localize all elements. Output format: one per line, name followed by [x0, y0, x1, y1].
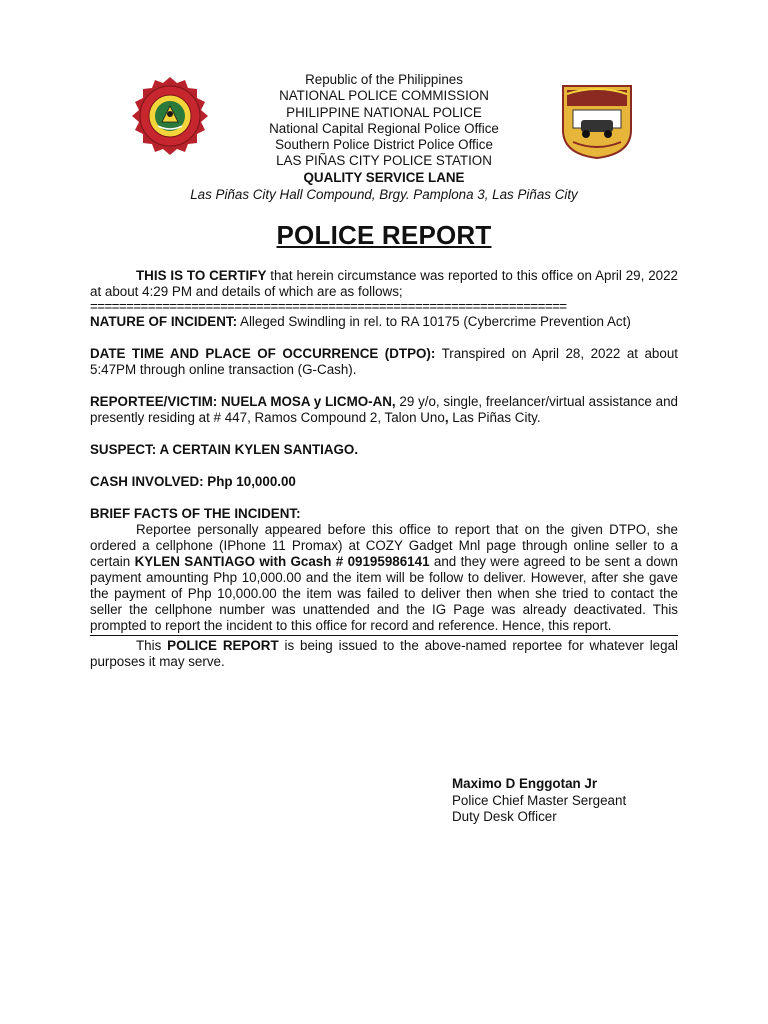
- header-napolcom: NATIONAL POLICE COMMISSION: [279, 88, 489, 104]
- reportee-label: REPORTEE/VICTIM: NUELA MOSA y LICMO-AN,: [90, 394, 396, 409]
- signature-block: [452, 776, 692, 826]
- facts-suspect-gcash: KYLEN SANTIAGO with Gcash # 09195986141: [134, 554, 430, 569]
- nature-paragraph: [90, 314, 678, 330]
- certify-text: that herein circumstance was reported to this office on April 29, 2022 at about 4:29 PM and details of which are as follows;: [90, 268, 679, 299]
- dtpo-paragraph: [90, 346, 678, 378]
- signatory-position: Duty Desk Officer: [452, 809, 557, 824]
- closing-paragraph: [90, 638, 678, 670]
- facts-paragraph: [90, 522, 678, 634]
- dtpo-value: Transpired on April 28, 2022 at about 5:47PM through online transaction (G-Cash).: [90, 346, 678, 377]
- dtpo-label: DATE TIME AND PLACE OF OCCURRENCE (DTPO):: [90, 346, 436, 361]
- signatory-rank: Police Chief Master Sergeant: [452, 792, 627, 808]
- document-title: POLICE REPORT: [276, 220, 492, 250]
- facts-label: BRIEF FACTS OF THE INCIDENT:: [90, 506, 301, 521]
- letterhead: [150, 72, 618, 203]
- facts-text-1: Reportee personally appeared before this office to report that on the given DTPO, she ordered a cellphone (IPhone 11 Promax) at COZY Gadget Mnl page through online seller to a certain: [90, 522, 678, 569]
- suspect-line: SUSPECT: A CERTAIN KYLEN SANTIAGO.: [90, 442, 359, 457]
- header-republic: Republic of the Philippines: [305, 72, 463, 87]
- reportee-paragraph: [90, 394, 678, 426]
- closing-bold: POLICE REPORT: [167, 638, 279, 653]
- facts-text-2: and they were agreed to be sent a down payment amounting Php 10,000.00 and the item will be follow to deliver. However, after she gave the payment of Php 10,000.00 the item was failed to deliver then when she tried to contact the seller the cellphone number was unattended and the IG Page was already deactivated. This prompted to report the incident to this office for record and reference. Hence, this report.: [90, 554, 678, 633]
- reportee-value: 29 y/o, single, freelancer/virtual assistance and presently residing at # 447, Ramos Compound 2, Talon Uno: [90, 394, 678, 425]
- cash-involved-line: CASH INVOLVED: Php 10,000.00: [90, 474, 296, 489]
- certify-lead: THIS IS TO CERTIFY: [136, 268, 267, 283]
- header-service-lane: QUALITY SERVICE LANE: [303, 169, 465, 185]
- header-station: LAS PIÑAS CITY POLICE STATION: [276, 153, 492, 169]
- reportee-city: Las Piñas City.: [448, 410, 541, 425]
- closing-pre: This: [136, 638, 168, 653]
- separator-line: ==================================================================: [90, 300, 567, 314]
- nature-value: Alleged Swindling in rel. to RA 10175 (Cybercrime Prevention Act): [237, 314, 631, 329]
- header-pnp: PHILIPPINE NATIONAL POLICE: [286, 104, 482, 120]
- divider-rule: [90, 635, 678, 636]
- header-ncrpo: National Capital Regional Police Office: [269, 120, 499, 136]
- certify-paragraph: [90, 268, 678, 300]
- reportee-comma: ,: [444, 410, 449, 425]
- report-body: [90, 268, 678, 670]
- header-address: Las Piñas City Hall Compound, Brgy. Pamplona 3, Las Piñas City: [190, 187, 578, 203]
- header-spd: Southern Police District Police Office: [275, 137, 493, 153]
- signatory-name: Maximo D Enggotan Jr: [452, 776, 598, 791]
- nature-label: NATURE OF INCIDENT:: [90, 314, 238, 329]
- closing-post: is being issued to the above-named reportee for whatever legal purposes it may serve.: [90, 638, 678, 669]
